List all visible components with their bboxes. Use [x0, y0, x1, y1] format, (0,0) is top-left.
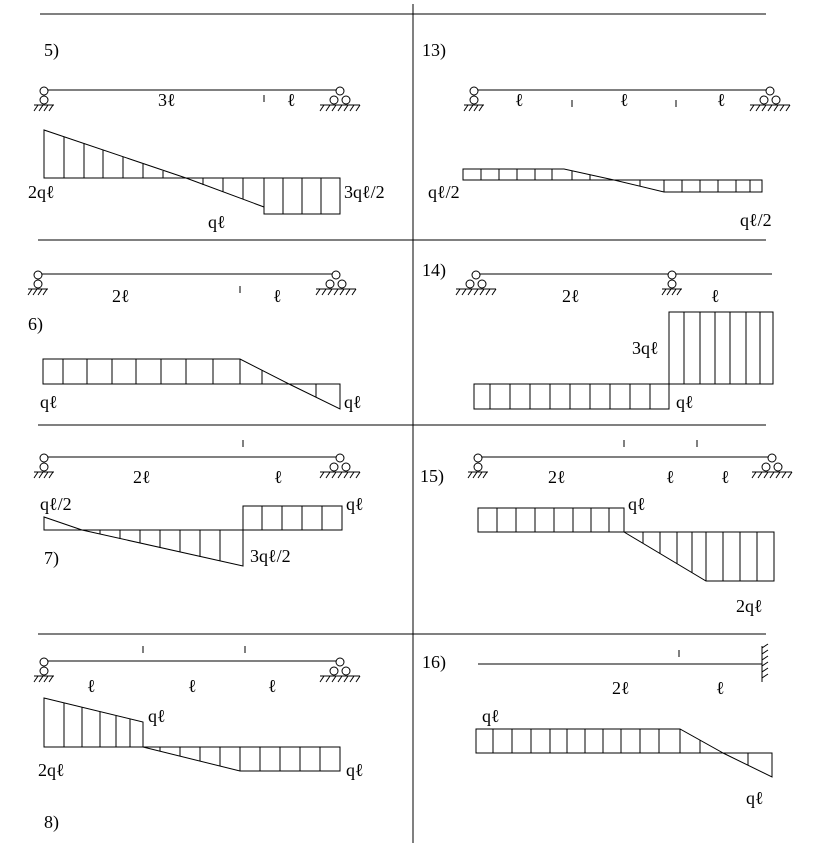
- value-label: qℓ/2: [740, 210, 772, 230]
- shear-diagram: [43, 359, 340, 409]
- value-label: qℓ: [208, 212, 226, 232]
- fixed-support: [762, 644, 768, 682]
- roller-support: [750, 87, 790, 111]
- panel-5: [28, 40, 385, 232]
- panel-7: [34, 440, 364, 569]
- span-label: ℓ: [268, 676, 277, 696]
- panel-number: 6): [28, 314, 43, 334]
- value-label: 3qℓ: [632, 338, 659, 358]
- pin-support: [468, 454, 488, 478]
- value-label: qℓ/2: [40, 494, 72, 514]
- span-label: ℓ: [716, 678, 725, 698]
- span-label: ℓ: [287, 90, 296, 110]
- value-label: qℓ: [746, 788, 764, 808]
- shear-diagram: [463, 169, 762, 192]
- roller-support: [456, 271, 496, 295]
- span-label: ℓ: [717, 90, 726, 110]
- span-label: 2ℓ: [112, 286, 130, 306]
- span-label: ℓ: [721, 467, 730, 487]
- span-label: ℓ: [620, 90, 629, 110]
- value-label: qℓ: [482, 706, 500, 726]
- span-label: 2ℓ: [562, 286, 580, 306]
- shear-diagram: [474, 312, 773, 409]
- pin-support: [28, 271, 48, 295]
- value-label: qℓ: [148, 706, 166, 726]
- roller-support: [316, 271, 356, 295]
- value-label: qℓ/2: [428, 182, 460, 202]
- value-label: qℓ: [628, 494, 646, 514]
- pin-support: [662, 271, 682, 295]
- pin-support: [464, 87, 484, 111]
- value-label: qℓ: [676, 392, 694, 412]
- pin-support: [34, 658, 54, 682]
- shear-diagram: [44, 130, 340, 214]
- panel-number: 5): [44, 40, 59, 60]
- span-label: 2ℓ: [133, 467, 151, 487]
- panel-16: [422, 644, 772, 808]
- value-label: 2qℓ: [736, 596, 763, 616]
- shear-diagram: [478, 508, 774, 581]
- shear-diagram: [476, 729, 772, 777]
- pin-support: [34, 454, 54, 478]
- panel-number: 14): [422, 260, 446, 280]
- panel-number: 8): [44, 812, 59, 832]
- panel-number: 7): [44, 548, 59, 568]
- value-label: 2qℓ: [38, 760, 65, 780]
- span-label: ℓ: [87, 676, 96, 696]
- shear-diagram: [44, 506, 342, 566]
- value-label: qℓ: [346, 760, 364, 780]
- panel-number: 16): [422, 652, 446, 672]
- span-label: 3ℓ: [158, 90, 176, 110]
- value-label: qℓ: [344, 392, 362, 412]
- span-label: 2ℓ: [612, 678, 630, 698]
- span-label: ℓ: [666, 467, 675, 487]
- panel-number: 13): [422, 40, 446, 60]
- roller-support: [320, 658, 360, 682]
- roller-support: [320, 454, 360, 478]
- value-label: qℓ: [346, 494, 364, 514]
- span-label: ℓ: [274, 467, 283, 487]
- panel-14: [422, 260, 773, 412]
- roller-support: [752, 454, 792, 478]
- span-label: ℓ: [273, 286, 282, 306]
- span-label: ℓ: [188, 676, 197, 696]
- span-label: 2ℓ: [548, 467, 566, 487]
- panel-13: [422, 40, 790, 230]
- panel-8: [34, 646, 364, 833]
- value-label: qℓ: [40, 392, 58, 412]
- panel-6: [28, 271, 362, 412]
- roller-support: [320, 87, 360, 111]
- value-label: 2qℓ: [28, 182, 55, 202]
- span-label: ℓ: [711, 286, 720, 306]
- value-label: 3qℓ/2: [344, 182, 385, 202]
- panel-number: 15): [420, 466, 444, 486]
- span-label: ℓ: [515, 90, 524, 110]
- panel-15: [420, 440, 792, 616]
- shear-diagram: [44, 698, 340, 771]
- value-label: 3qℓ/2: [250, 546, 291, 566]
- pin-support: [34, 87, 54, 111]
